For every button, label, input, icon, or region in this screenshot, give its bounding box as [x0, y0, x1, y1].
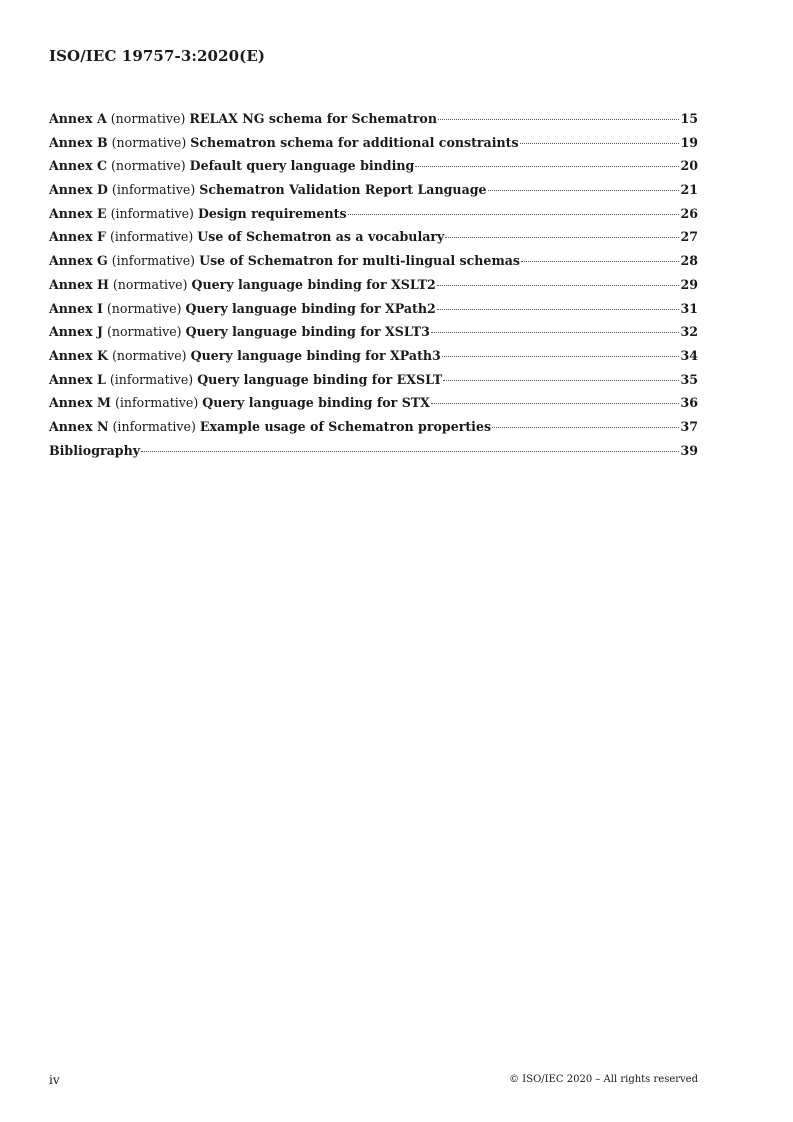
- toc-entry-annex-e[interactable]: [49, 206, 698, 230]
- toc-annex-type: (normative): [111, 134, 187, 150]
- toc-page-number: 26: [680, 205, 698, 221]
- table-of-contents: [49, 111, 698, 466]
- toc-entry-title: Schematron Validation Report Language: [199, 182, 487, 198]
- toc-entry-bibliography[interactable]: [49, 443, 698, 467]
- toc-entry-title: Use of Schematron as a vocabulary: [197, 229, 445, 245]
- toc-entry-annex-h[interactable]: [49, 277, 698, 301]
- toc-page-number: 29: [680, 276, 698, 292]
- toc-page-number: 34: [680, 347, 698, 363]
- toc-page-number: 19: [680, 134, 698, 150]
- toc-annex-type: (normative): [106, 324, 182, 340]
- toc-annex-type: (informative): [109, 371, 194, 387]
- toc-annex-label: Annex G: [49, 253, 108, 269]
- toc-annex-label: Annex B: [49, 134, 108, 150]
- toc-leader-dots: [520, 143, 680, 144]
- toc-entry-annex-a[interactable]: [49, 111, 698, 135]
- toc-leader-dots: [431, 332, 680, 333]
- toc-entry-annex-i[interactable]: [49, 301, 698, 325]
- toc-annex-label: Annex M: [49, 395, 111, 411]
- toc-annex-type: (informative): [109, 229, 194, 245]
- toc-annex-label: Annex D: [49, 182, 108, 198]
- toc-leader-dots: [437, 285, 680, 286]
- toc-annex-type: (informative): [112, 418, 196, 434]
- page-number-footer: iv: [49, 1073, 60, 1087]
- toc-annex-label: Annex H: [49, 276, 109, 292]
- toc-entry-annex-n[interactable]: [49, 419, 698, 443]
- toc-entry-annex-c[interactable]: [49, 158, 698, 182]
- toc-entry-title: Query language binding for XPath2: [185, 300, 436, 316]
- toc-entry-title: Schematron schema for additional constraints: [190, 134, 519, 150]
- toc-annex-label: Annex E: [49, 205, 107, 221]
- toc-leader-dots: [141, 451, 679, 452]
- toc-entry-annex-b[interactable]: [49, 135, 698, 159]
- toc-entry-annex-d[interactable]: [49, 182, 698, 206]
- toc-entry-annex-g[interactable]: [49, 253, 698, 277]
- copyright-footer: © ISO/IEC 2020 – All rights reserved: [509, 1074, 698, 1085]
- toc-annex-type: (normative): [111, 158, 186, 174]
- toc-entry-annex-k[interactable]: [49, 348, 698, 372]
- toc-entry-title: Design requirements: [197, 205, 347, 221]
- toc-entry-annex-f[interactable]: [49, 229, 698, 253]
- toc-annex-type: (normative): [106, 300, 182, 316]
- toc-leader-dots: [415, 166, 679, 167]
- toc-leader-dots: [488, 190, 680, 191]
- toc-entry-title: Query language binding for XSLT3: [185, 324, 430, 340]
- toc-leader-dots: [437, 309, 680, 310]
- toc-annex-label: Annex C: [49, 158, 108, 174]
- toc-entry-annex-m[interactable]: [49, 395, 698, 419]
- toc-annex-label: Annex A: [49, 111, 107, 126]
- toc-leader-dots: [348, 214, 680, 215]
- toc-page-number: 27: [680, 229, 698, 245]
- toc-entry-annex-j[interactable]: [49, 324, 698, 348]
- toc-entry-title: Query language binding for XPath3: [190, 347, 441, 363]
- toc-page-number: 39: [680, 442, 698, 458]
- toc-page-number: 36: [680, 395, 698, 411]
- toc-annex-type: (normative): [111, 347, 187, 363]
- toc-annex-type: (informative): [111, 253, 196, 269]
- toc-annex-label: Annex N: [49, 418, 109, 434]
- toc-page-number: 28: [680, 253, 698, 269]
- toc-leader-dots: [442, 356, 680, 357]
- toc-annex-label: Annex I: [49, 300, 103, 316]
- toc-leader-dots: [438, 119, 679, 120]
- toc-entry-title: Query language binding for STX: [202, 395, 430, 411]
- toc-entry-title: Bibliography: [49, 442, 141, 458]
- toc-entry-title: RELAX NG schema for Schematron: [189, 111, 437, 126]
- toc-page-number: 32: [680, 324, 698, 340]
- toc-leader-dots: [431, 403, 680, 404]
- toc-page-number: 15: [680, 111, 698, 126]
- toc-page-number: 37: [680, 418, 698, 434]
- toc-leader-dots: [492, 427, 679, 428]
- document-id-header: ISO/IEC 19757-3:2020(E): [49, 47, 266, 65]
- toc-page-number: 20: [680, 158, 698, 174]
- toc-leader-dots: [521, 261, 679, 262]
- toc-annex-type: (informative): [110, 205, 194, 221]
- toc-leader-dots: [445, 237, 679, 238]
- toc-page-number: 21: [680, 182, 698, 198]
- toc-leader-dots: [443, 380, 679, 381]
- toc-entry-title: Example usage of Schematron properties: [199, 418, 492, 434]
- toc-annex-label: Annex L: [49, 371, 106, 387]
- toc-annex-type: (normative): [112, 276, 188, 292]
- toc-annex-label: Annex F: [49, 229, 106, 245]
- toc-annex-label: Annex K: [49, 347, 108, 363]
- toc-annex-type: (normative): [110, 111, 186, 126]
- toc-annex-type: (informative): [111, 182, 196, 198]
- toc-entry-title: Query language binding for XSLT2: [191, 276, 436, 292]
- toc-entry-annex-l[interactable]: [49, 372, 698, 396]
- toc-annex-label: Annex J: [49, 324, 103, 340]
- toc-entry-title: Query language binding for EXSLT: [197, 371, 443, 387]
- toc-page-number: 31: [680, 300, 698, 316]
- toc-entry-title: Default query language binding: [189, 158, 415, 174]
- toc-page-number: 35: [680, 371, 698, 387]
- toc-entry-title: Use of Schematron for multi-lingual schemas: [199, 253, 521, 269]
- toc-annex-type: (informative): [114, 395, 199, 411]
